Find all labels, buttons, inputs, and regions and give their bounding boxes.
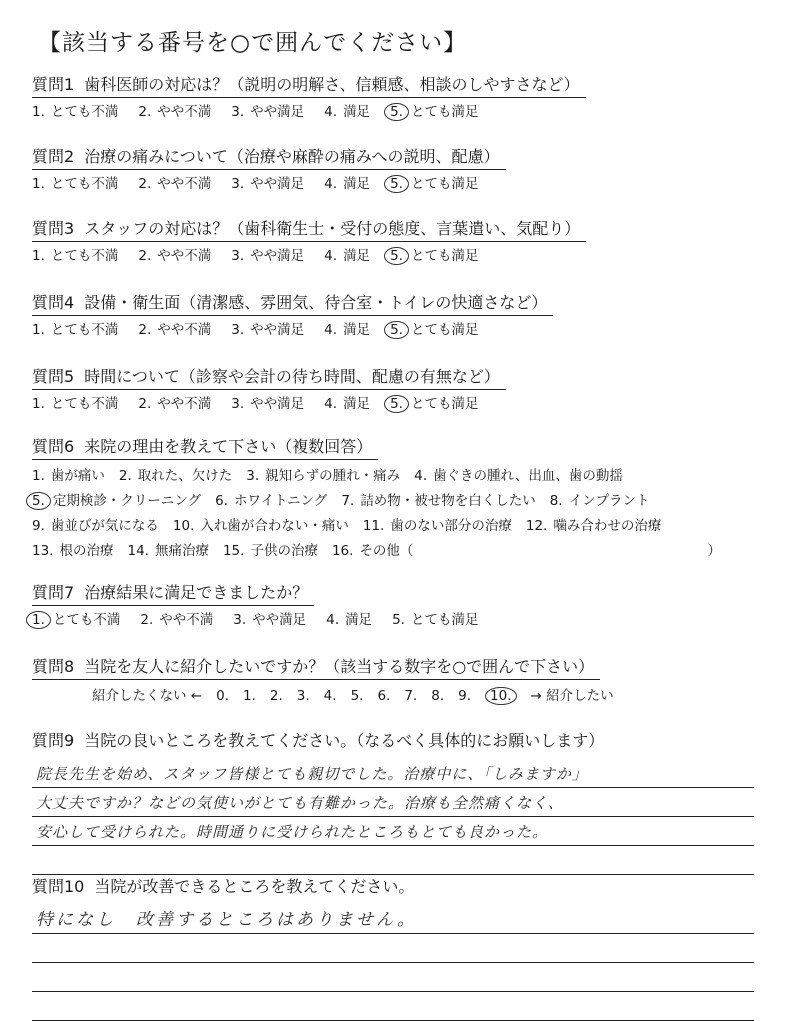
other-close-paren: ） <box>707 543 721 559</box>
option-label: やや満足 <box>250 396 305 412</box>
option-label: とても満足 <box>410 248 479 264</box>
option-number: 5. <box>384 103 409 121</box>
option-label: やや満足 <box>250 176 305 192</box>
handwritten-answer: 安心して受けられた。時間通りに受けられたところもとても良かった。 <box>36 823 549 841</box>
rating-option[interactable] <box>324 172 370 192</box>
question-text: 当院の良いところを教えてください。（なるべく具体的にお願いします） <box>84 731 605 750</box>
visit-reason-option[interactable] <box>341 489 535 514</box>
option-label: 根の治療 <box>59 543 114 559</box>
option-number: 5. <box>384 395 409 413</box>
rating-options <box>32 244 772 264</box>
option-label: インプラント <box>568 493 650 509</box>
option-label: とても満足 <box>410 104 479 120</box>
option-number: 5. <box>384 175 409 193</box>
option-number: 8. <box>549 493 563 509</box>
visit-reason-option[interactable] <box>246 464 400 489</box>
question-5-heading <box>32 364 506 390</box>
scale-value[interactable]: 6. <box>377 688 391 704</box>
answer-line <box>32 934 754 963</box>
visit-reason-option[interactable] <box>215 489 327 514</box>
visit-reason-option[interactable] <box>223 539 318 564</box>
scale-value[interactable]: 10. <box>485 687 516 705</box>
referral-scale <box>32 684 772 705</box>
question-text: スタッフの対応は？（歯科衛生士・受付の態度、言葉遣い、気配り） <box>84 219 581 238</box>
option-row <box>32 464 772 489</box>
question-number: 質問2 <box>32 147 75 166</box>
option-number: 1. <box>32 322 45 338</box>
question-number: 質問4 <box>32 293 75 312</box>
option-number: 4. <box>324 396 338 412</box>
option-number: 9. <box>32 518 45 534</box>
rating-options <box>32 100 772 120</box>
rating-option[interactable] <box>231 244 304 264</box>
question-text: 設備・衛生面（清潔感、雰囲気、待合室・トイレの快適さなど） <box>84 293 548 312</box>
rating-option[interactable] <box>140 608 213 628</box>
option-number: 4. <box>324 248 338 264</box>
answer-line <box>32 759 754 788</box>
rating-option[interactable] <box>138 244 211 264</box>
question-text: 時間について（診察や会計の待ち時間、配慮の有無など） <box>84 367 500 386</box>
question-8-heading <box>32 654 600 680</box>
option-label: やや満足 <box>250 104 305 120</box>
option-number: 3. <box>231 104 245 120</box>
question-4 <box>32 290 772 338</box>
option-number: 3. <box>231 248 245 264</box>
question-number: 質問7 <box>32 583 75 602</box>
option-number: 1. <box>32 468 45 484</box>
scale-value[interactable]: 7. <box>404 688 418 704</box>
option-number: 3. <box>231 322 245 338</box>
option-label: やや不満 <box>157 104 212 120</box>
option-number: 2. <box>118 468 132 484</box>
option-number: 5. <box>384 247 409 265</box>
option-label: やや満足 <box>250 322 305 338</box>
option-label: とても満足 <box>410 612 479 628</box>
rating-option[interactable] <box>32 318 118 338</box>
question-number: 質問9 <box>32 731 75 750</box>
visit-reason-option[interactable] <box>550 489 650 514</box>
question-10 <box>32 874 772 1021</box>
question-4-heading <box>32 290 553 316</box>
answer-line <box>32 905 754 934</box>
option-label: 満足 <box>345 612 373 628</box>
question-1-heading <box>32 72 586 98</box>
scale-value[interactable]: 9. <box>458 688 472 704</box>
rating-option[interactable] <box>390 100 478 120</box>
question-number: 質問3 <box>32 219 75 238</box>
question-9-answer <box>32 759 772 875</box>
option-number: 4. <box>326 612 340 628</box>
answer-line <box>32 817 754 846</box>
question-number: 質問6 <box>32 437 75 456</box>
answer-line <box>32 846 754 875</box>
handwritten-answer: 特になし 改善するところはありません。 <box>36 910 418 930</box>
option-number: 3. <box>233 612 247 628</box>
option-label: 満足 <box>343 176 371 192</box>
option-label: とても不満 <box>50 176 119 192</box>
option-label: とても不満 <box>50 396 119 412</box>
option-number: 3. <box>231 396 245 412</box>
rating-option[interactable] <box>32 244 118 264</box>
option-label: とても満足 <box>410 176 479 192</box>
option-number: 2. <box>140 612 154 628</box>
option-number: 5. <box>26 492 51 510</box>
option-label: 歯並びが気になる <box>50 518 159 534</box>
option-label: 歯ぐきの腫れ、出血、歯の動揺 <box>433 468 623 484</box>
option-number: 3. <box>246 468 260 484</box>
option-number: 15. <box>222 543 245 559</box>
rating-option[interactable] <box>233 608 306 628</box>
option-label: やや不満 <box>157 396 212 412</box>
option-label: 子供の治療 <box>250 543 318 559</box>
question-7-options <box>32 608 772 628</box>
option-number: 10. <box>172 518 195 534</box>
rating-options <box>32 392 772 412</box>
question-3-heading <box>32 216 586 242</box>
option-number: 4. <box>324 322 338 338</box>
rating-option[interactable] <box>390 172 478 192</box>
answer-line <box>32 992 754 1021</box>
rating-option[interactable] <box>324 318 370 338</box>
option-label: 歯のない部分の治療 <box>390 518 512 534</box>
option-label: やや不満 <box>157 248 212 264</box>
rating-option[interactable] <box>32 608 120 628</box>
option-label: ホワイトニング <box>234 493 328 509</box>
option-number: 5. <box>392 612 405 628</box>
option-label: 親知らずの腫れ・痛み <box>265 468 401 484</box>
question-text: 治療の痛みについて（治療や麻酔の痛みへの説明、配慮） <box>84 147 500 166</box>
scale-value[interactable]: 5. <box>350 688 364 704</box>
scale-value[interactable]: 4. <box>323 688 337 704</box>
visit-reason-option[interactable] <box>127 539 208 564</box>
option-number: 4. <box>324 104 338 120</box>
option-number: 11. <box>362 518 385 534</box>
option-label: 噛み合わせの治療 <box>553 518 662 534</box>
scale-value[interactable]: 2. <box>269 688 283 704</box>
option-label: とても満足 <box>410 396 479 412</box>
scale-value[interactable]: 3. <box>296 688 310 704</box>
option-label: その他（ <box>359 543 414 559</box>
option-label: 満足 <box>343 322 371 338</box>
question-10-answer <box>32 905 772 1021</box>
rating-option[interactable] <box>392 608 478 628</box>
option-number: 1. <box>32 104 45 120</box>
question-text: 治療結果に満足できましたか？ <box>84 583 309 602</box>
option-label: 満足 <box>343 248 371 264</box>
rating-option[interactable] <box>231 392 304 412</box>
option-label: やや不満 <box>157 176 212 192</box>
visit-reason-option[interactable] <box>32 464 105 489</box>
option-row <box>32 539 772 564</box>
visit-reason-option[interactable] <box>526 514 661 539</box>
rating-option[interactable] <box>231 100 304 120</box>
rating-option[interactable] <box>324 100 370 120</box>
rating-option[interactable] <box>32 100 118 120</box>
question-text: 当院を友人に紹介したいですか？（該当する数字を○で囲んで下さい） <box>84 657 595 676</box>
option-label: とても不満 <box>52 612 121 628</box>
option-label: 満足 <box>343 104 371 120</box>
option-label: 取れた、欠けた <box>137 468 233 484</box>
option-label: やや満足 <box>250 248 305 264</box>
option-label: とても不満 <box>50 248 119 264</box>
question-number: 質問10 <box>32 877 85 896</box>
scale-right-label: → 紹介したい <box>530 688 614 704</box>
question-2-heading <box>32 144 506 170</box>
option-label: 入れ歯が合わない・痛い <box>200 518 349 534</box>
option-label: 詰め物・被せ物を白くしたい <box>360 493 536 509</box>
option-label: やや満足 <box>252 612 307 628</box>
option-label: やや不満 <box>157 322 212 338</box>
option-number: 1. <box>26 611 51 629</box>
scale-left-label: 紹介したくない ← <box>92 688 203 704</box>
question-text: 当院が改善できるところを教えてください。 <box>94 877 415 896</box>
rating-option[interactable] <box>32 172 118 192</box>
option-number: 7. <box>341 493 355 509</box>
question-number: 質問5 <box>32 367 75 386</box>
handwritten-answer: 大丈夫ですか？などの気使いがとても有難かった。治療も全然痛くなく、 <box>36 794 564 812</box>
option-number: 16. <box>331 543 354 559</box>
option-label: とても満足 <box>410 322 479 338</box>
question-7-heading <box>32 580 314 606</box>
visit-reason-option[interactable] <box>32 489 201 514</box>
option-number: 4. <box>414 468 428 484</box>
rating-option[interactable] <box>324 244 370 264</box>
option-label: やや不満 <box>159 612 214 628</box>
option-number: 2. <box>138 322 152 338</box>
option-label: 歯が痛い <box>50 468 105 484</box>
rating-option[interactable] <box>390 318 478 338</box>
answer-line <box>32 963 754 992</box>
rating-option[interactable] <box>326 608 372 628</box>
rating-option[interactable] <box>231 318 304 338</box>
option-number: 12. <box>525 518 548 534</box>
scale-value[interactable]: 1. <box>243 688 256 704</box>
visit-reason-option[interactable] <box>119 464 232 489</box>
visit-reason-option[interactable] <box>32 514 159 539</box>
answer-line <box>32 788 754 817</box>
option-number: 1. <box>32 176 45 192</box>
option-number: 3. <box>231 176 245 192</box>
option-row <box>32 489 772 514</box>
question-8 <box>32 654 772 705</box>
option-row <box>32 514 772 539</box>
question-text: 来院の理由を教えて下さい（複数回答） <box>84 437 373 456</box>
option-label: 定期検診・クリーニング <box>52 493 202 509</box>
option-number: 4. <box>324 176 338 192</box>
visit-reason-option[interactable] <box>414 464 623 489</box>
question-9 <box>32 728 772 875</box>
rating-option[interactable] <box>324 392 370 412</box>
rating-options <box>32 318 772 338</box>
rating-option[interactable] <box>32 392 118 412</box>
question-10-heading <box>32 874 420 899</box>
option-label: 無痛治療 <box>154 543 209 559</box>
question-1 <box>32 72 772 120</box>
handwritten-answer: 院長先生を始め、スタッフ皆様とても親切でした。治療中に、「しみますか」 <box>36 765 588 783</box>
question-number: 質問8 <box>32 657 75 676</box>
rating-options <box>32 172 772 192</box>
page-title: 【該当する番号を○で囲んでください】 <box>38 30 468 56</box>
rating-option[interactable] <box>138 318 211 338</box>
option-number: 14. <box>127 543 149 559</box>
question-text: 歯科医師の対応は？（説明の明解さ、信頼感、相談のしやすさなど） <box>84 75 580 94</box>
option-number: 13. <box>32 543 54 559</box>
rating-option[interactable] <box>138 392 211 412</box>
question-2 <box>32 144 772 192</box>
rating-option[interactable] <box>390 392 478 412</box>
scale-value[interactable]: 8. <box>431 688 445 704</box>
option-label: 満足 <box>343 396 371 412</box>
rating-option[interactable] <box>231 172 304 192</box>
visit-reason-option[interactable] <box>363 514 512 539</box>
visit-reason-options <box>32 464 772 564</box>
option-label: とても不満 <box>50 322 119 338</box>
question-6-heading <box>32 434 378 460</box>
option-number: 2. <box>138 248 152 264</box>
rating-option[interactable] <box>390 244 478 264</box>
scale-value[interactable]: 0. <box>216 688 229 704</box>
option-number: 6. <box>215 493 229 509</box>
option-number: 1. <box>32 248 45 264</box>
option-number: 2. <box>138 396 152 412</box>
option-number: 2. <box>138 104 152 120</box>
rating-option[interactable] <box>138 100 211 120</box>
visit-reason-option[interactable] <box>332 539 413 564</box>
option-number: 2. <box>138 176 152 192</box>
question-5 <box>32 364 772 412</box>
question-9-heading <box>32 728 610 753</box>
question-3 <box>32 216 772 264</box>
question-6 <box>32 434 772 564</box>
question-number: 質問1 <box>32 75 75 94</box>
option-label: とても不満 <box>50 104 119 120</box>
rating-option[interactable] <box>138 172 211 192</box>
visit-reason-option[interactable] <box>32 539 113 564</box>
option-number: 1. <box>32 396 45 412</box>
question-7 <box>32 580 772 628</box>
option-number: 5. <box>384 321 409 339</box>
visit-reason-option[interactable] <box>173 514 349 539</box>
